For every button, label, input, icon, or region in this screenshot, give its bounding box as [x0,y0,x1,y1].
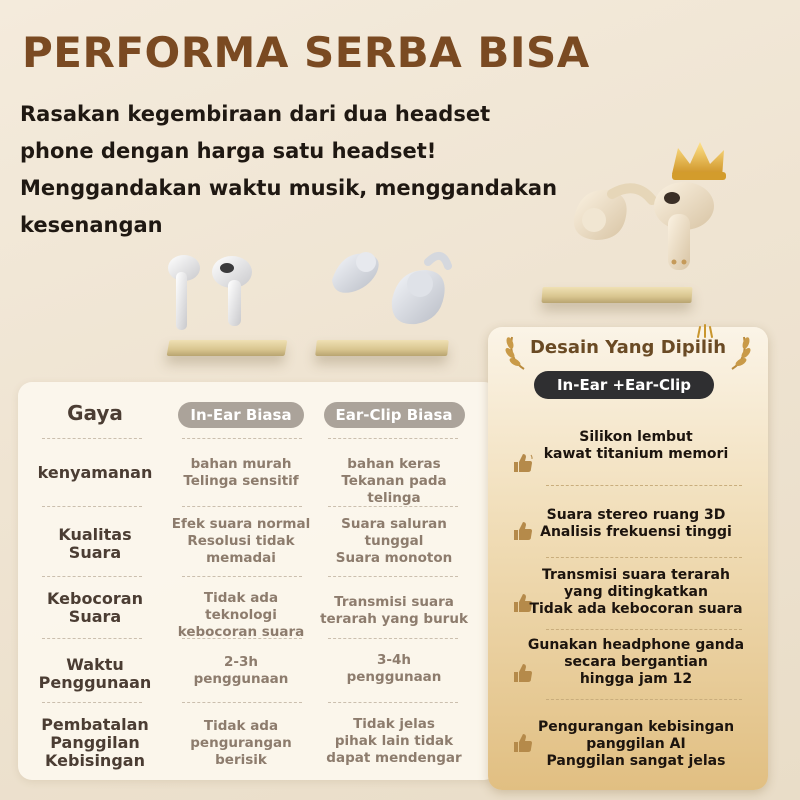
in-ear-earbuds-image [156,246,276,338]
ear-clip-value [314,594,474,628]
display-shelf [315,340,449,356]
row-label [36,526,154,562]
divider [328,576,458,577]
value-line: Tidak ada [203,718,279,734]
feature-line: hingga jam 12 [579,671,693,687]
value-line: terarah yang buruk [320,611,468,627]
ear-clip-earbuds-image [322,240,452,336]
ear-clip-value [314,652,474,686]
column-header-in-ear [166,402,316,428]
divider [42,638,142,639]
intro-text [20,96,580,244]
feature-line: Gunakan headphone ganda [527,637,745,653]
intro-line: Menggandakan waktu musik, menggandakan [20,176,558,200]
divider [546,629,742,630]
divider [328,638,458,639]
headline: PERFORMA SERBA BISA [22,28,590,77]
feature-text [516,507,756,541]
divider [546,699,742,700]
row-label-line: Pembatalan [41,715,149,734]
feature-line: Silikon lembut [579,429,693,445]
in-ear-value [166,654,316,688]
value-line: penggunaan [346,669,442,685]
feature-line: Panggilan sangat jelas [546,753,726,769]
feature-line: Suara stereo ruang 3D [546,507,726,523]
divider [182,506,302,507]
ear-clip-value [314,516,474,567]
in-ear-value [166,718,316,769]
divider [42,506,142,507]
divider [182,438,302,439]
feature-line: Pengurangan kebisingan [537,719,735,735]
value-line: Telinga sensitif [183,473,299,489]
value-line: bahan murah [190,456,292,472]
row-label [36,464,154,482]
feature-text [516,637,756,688]
value-line: memadai [206,550,276,566]
divider [182,576,302,577]
value-line: Suara saluran tunggal [341,516,447,549]
divider [546,485,742,486]
feature-line: secara bergantian [564,654,708,670]
divider [42,438,142,439]
value-line: Resolusi tidak [187,533,295,549]
display-shelf [541,287,692,303]
row-label-line: Panggilan [50,733,140,752]
feature-line: kawat titanium memori [543,446,729,462]
column-header-ear-clip [314,402,474,428]
intro-line: kesenangan [20,213,163,237]
divider [328,702,458,703]
chosen-design-panel [488,327,768,790]
value-line: 3-4h [376,652,411,668]
row-label-line: Kualitas [58,525,132,544]
feature-line: yang ditingkatkan [564,584,708,600]
value-line: berisik [215,752,267,768]
value-line: Tidak ada teknologi [203,590,279,623]
in-ear-value [166,516,316,567]
row-label-line: Penggunaan [38,673,152,692]
row-label-line: Kebisingan [45,751,145,770]
divider [182,702,302,703]
hybrid-badge: In-Ear +Ear-Clip [534,371,714,399]
row-label-line: Suara [68,543,122,562]
display-shelf [167,340,288,356]
value-line: Transmisi suara [334,594,454,610]
value-line: dapat mendengar [326,750,462,766]
value-line: 2-3h [223,654,258,670]
chosen-title: Desain Yang Dipilih [529,337,727,358]
feature-text [516,567,756,618]
value-line: Suara monoton [335,550,453,566]
feature-line: Transmisi suara terarah [542,567,730,583]
in-ear-value [166,456,316,490]
value-line: pengurangan [190,735,292,751]
divider [546,557,742,558]
feature-text [516,429,756,463]
ear-clip-pill: Ear-Clip Biasa [324,402,465,428]
feature-line: panggilan AI [586,736,686,752]
value-line: Efek suara normal [171,516,311,532]
divider [328,506,458,507]
comparison-panel [18,382,498,780]
value-line: pihak lain tidak [334,733,454,749]
intro-line: phone dengan harga satu headset! [20,139,437,163]
value-line: Tekanan pada telinga [341,473,447,506]
divider [328,438,458,439]
value-line: kebocoran suara [177,624,305,640]
feature-text [516,719,756,770]
row-label-line: Kebocoran [47,589,143,608]
row-label-line: Suara [68,607,122,626]
row-label [36,590,154,626]
in-ear-value [166,590,316,641]
divider [42,702,142,703]
value-line: penggunaan [193,671,289,687]
value-line: bahan keras [347,456,441,472]
row-label [36,656,154,692]
ear-clip-value [314,716,474,767]
hybrid-earbuds-with-crown-image [560,138,740,278]
row-label-line: kenyamanan [37,463,153,482]
value-line: Tidak jelas [353,716,435,732]
ear-clip-value [314,456,474,507]
divider [42,576,142,577]
feature-line: Analisis frekuensi tinggi [540,524,732,540]
divider [182,638,302,639]
in-ear-pill: In-Ear Biasa [178,402,303,428]
intro-line: Rasakan kegembiraan dari dua headset [20,102,491,126]
feature-line: Tidak ada kebocoran suara [529,601,743,617]
header-label: Gaya [67,401,123,425]
row-label [36,716,154,770]
row-label-line: Waktu [66,655,124,674]
